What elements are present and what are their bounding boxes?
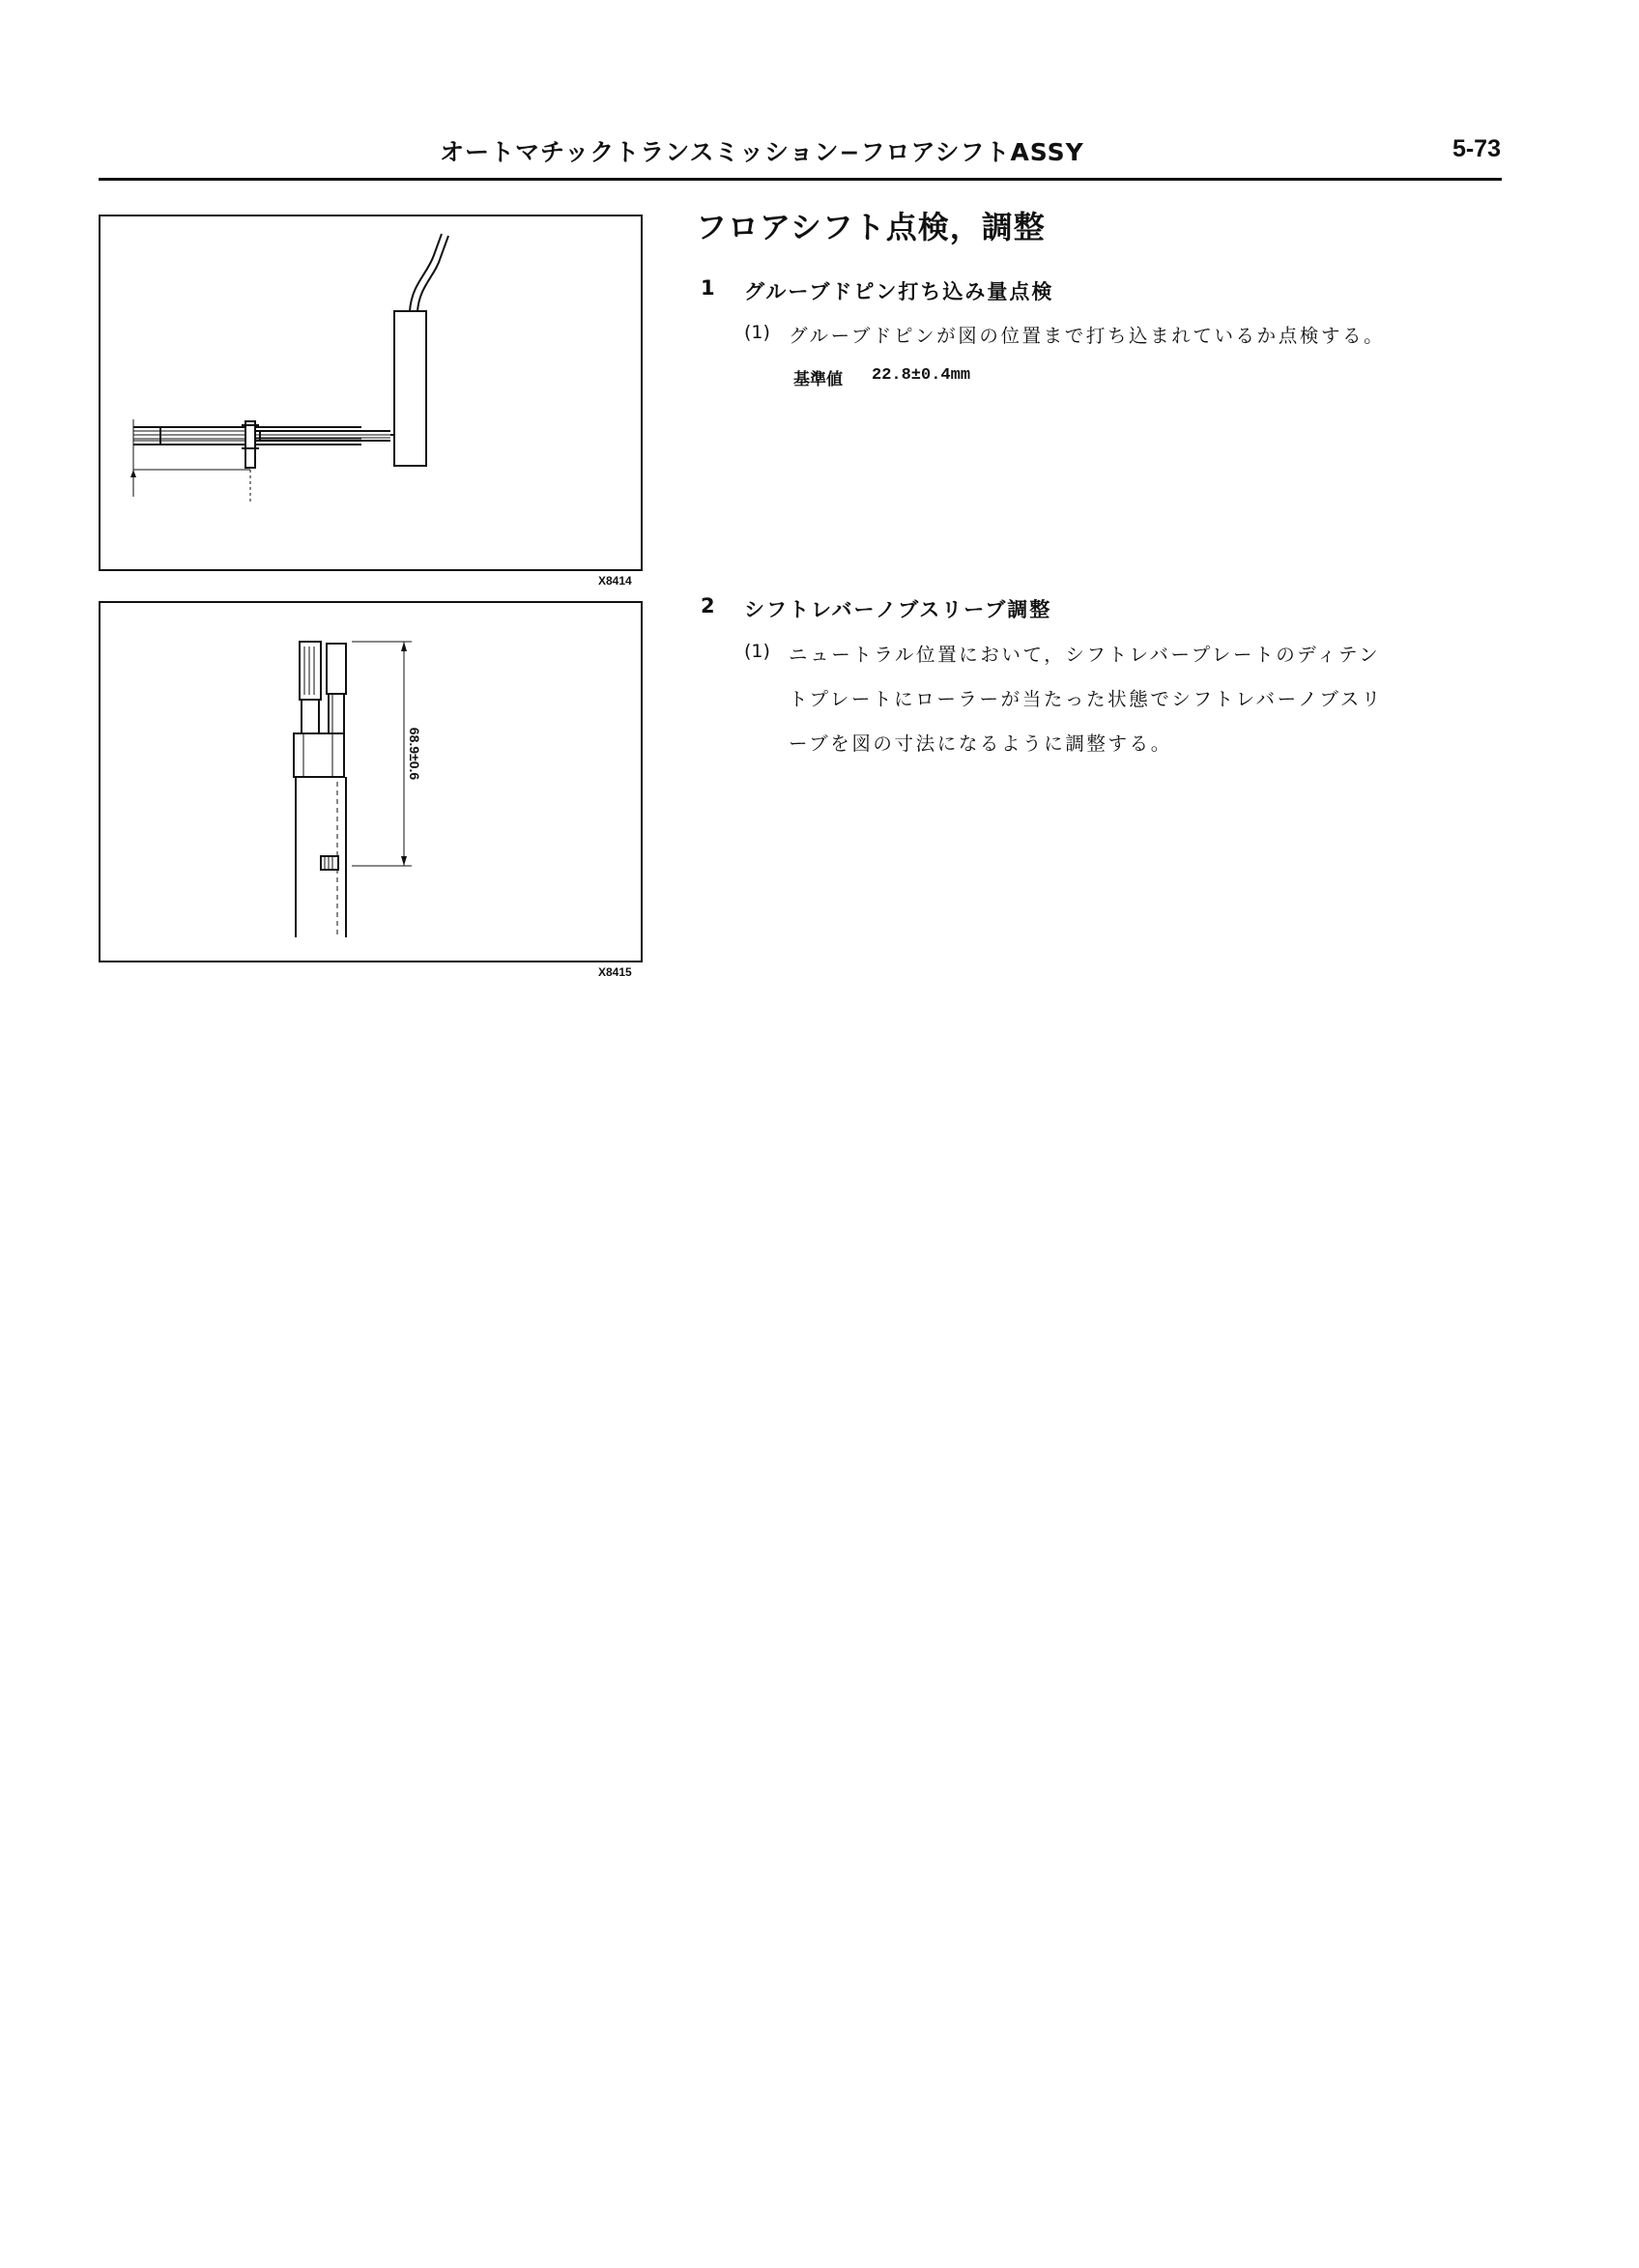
step-2-substep-line-1: ニュートラル位置において，シフトレバープレートのディテン — [789, 644, 1381, 666]
step-2-number: 2 — [701, 594, 715, 617]
step-2-substep-number: (1) — [744, 641, 770, 662]
knob-sleeve-drawing — [101, 603, 641, 961]
step-2-title: シフトレバーノブスリーブ調整 — [744, 598, 1052, 621]
spec-label: 基準値 — [793, 370, 843, 389]
page-number: 5-73 — [1452, 135, 1501, 162]
step-1-substep-number: (1) — [744, 322, 770, 343]
step-1-substep-line: グルーブドピンが図の位置まで打ち込まれているか点検する。 — [789, 325, 1386, 347]
step-2-substep-line-3: ーブを図の寸法になるように調整する。 — [789, 732, 1172, 755]
section-title: フロアシフト点検，調整 — [696, 209, 1046, 245]
figure-knob-sleeve — [99, 601, 643, 962]
spec-value: 22.8±0.4mm — [872, 366, 971, 385]
step-2-substep-line-2: トプレートにローラーが当たった状態でシフトレバーノブスリ — [789, 688, 1383, 710]
step-1-title: グルーブドピン打ち込み量点検 — [744, 280, 1054, 303]
step-1-number: 1 — [701, 276, 715, 300]
header-rule — [99, 178, 1502, 181]
figure-code-2: X8415 — [598, 965, 632, 979]
dimension-label: 68.9±0.6 — [407, 727, 422, 781]
groove-pin-drawing — [101, 216, 641, 569]
figure-groove-pin — [99, 215, 643, 571]
figure-code-1: X8414 — [598, 574, 632, 588]
running-header-title: オートマチックトランスミッション−フロアシフトASSY — [440, 138, 1084, 166]
